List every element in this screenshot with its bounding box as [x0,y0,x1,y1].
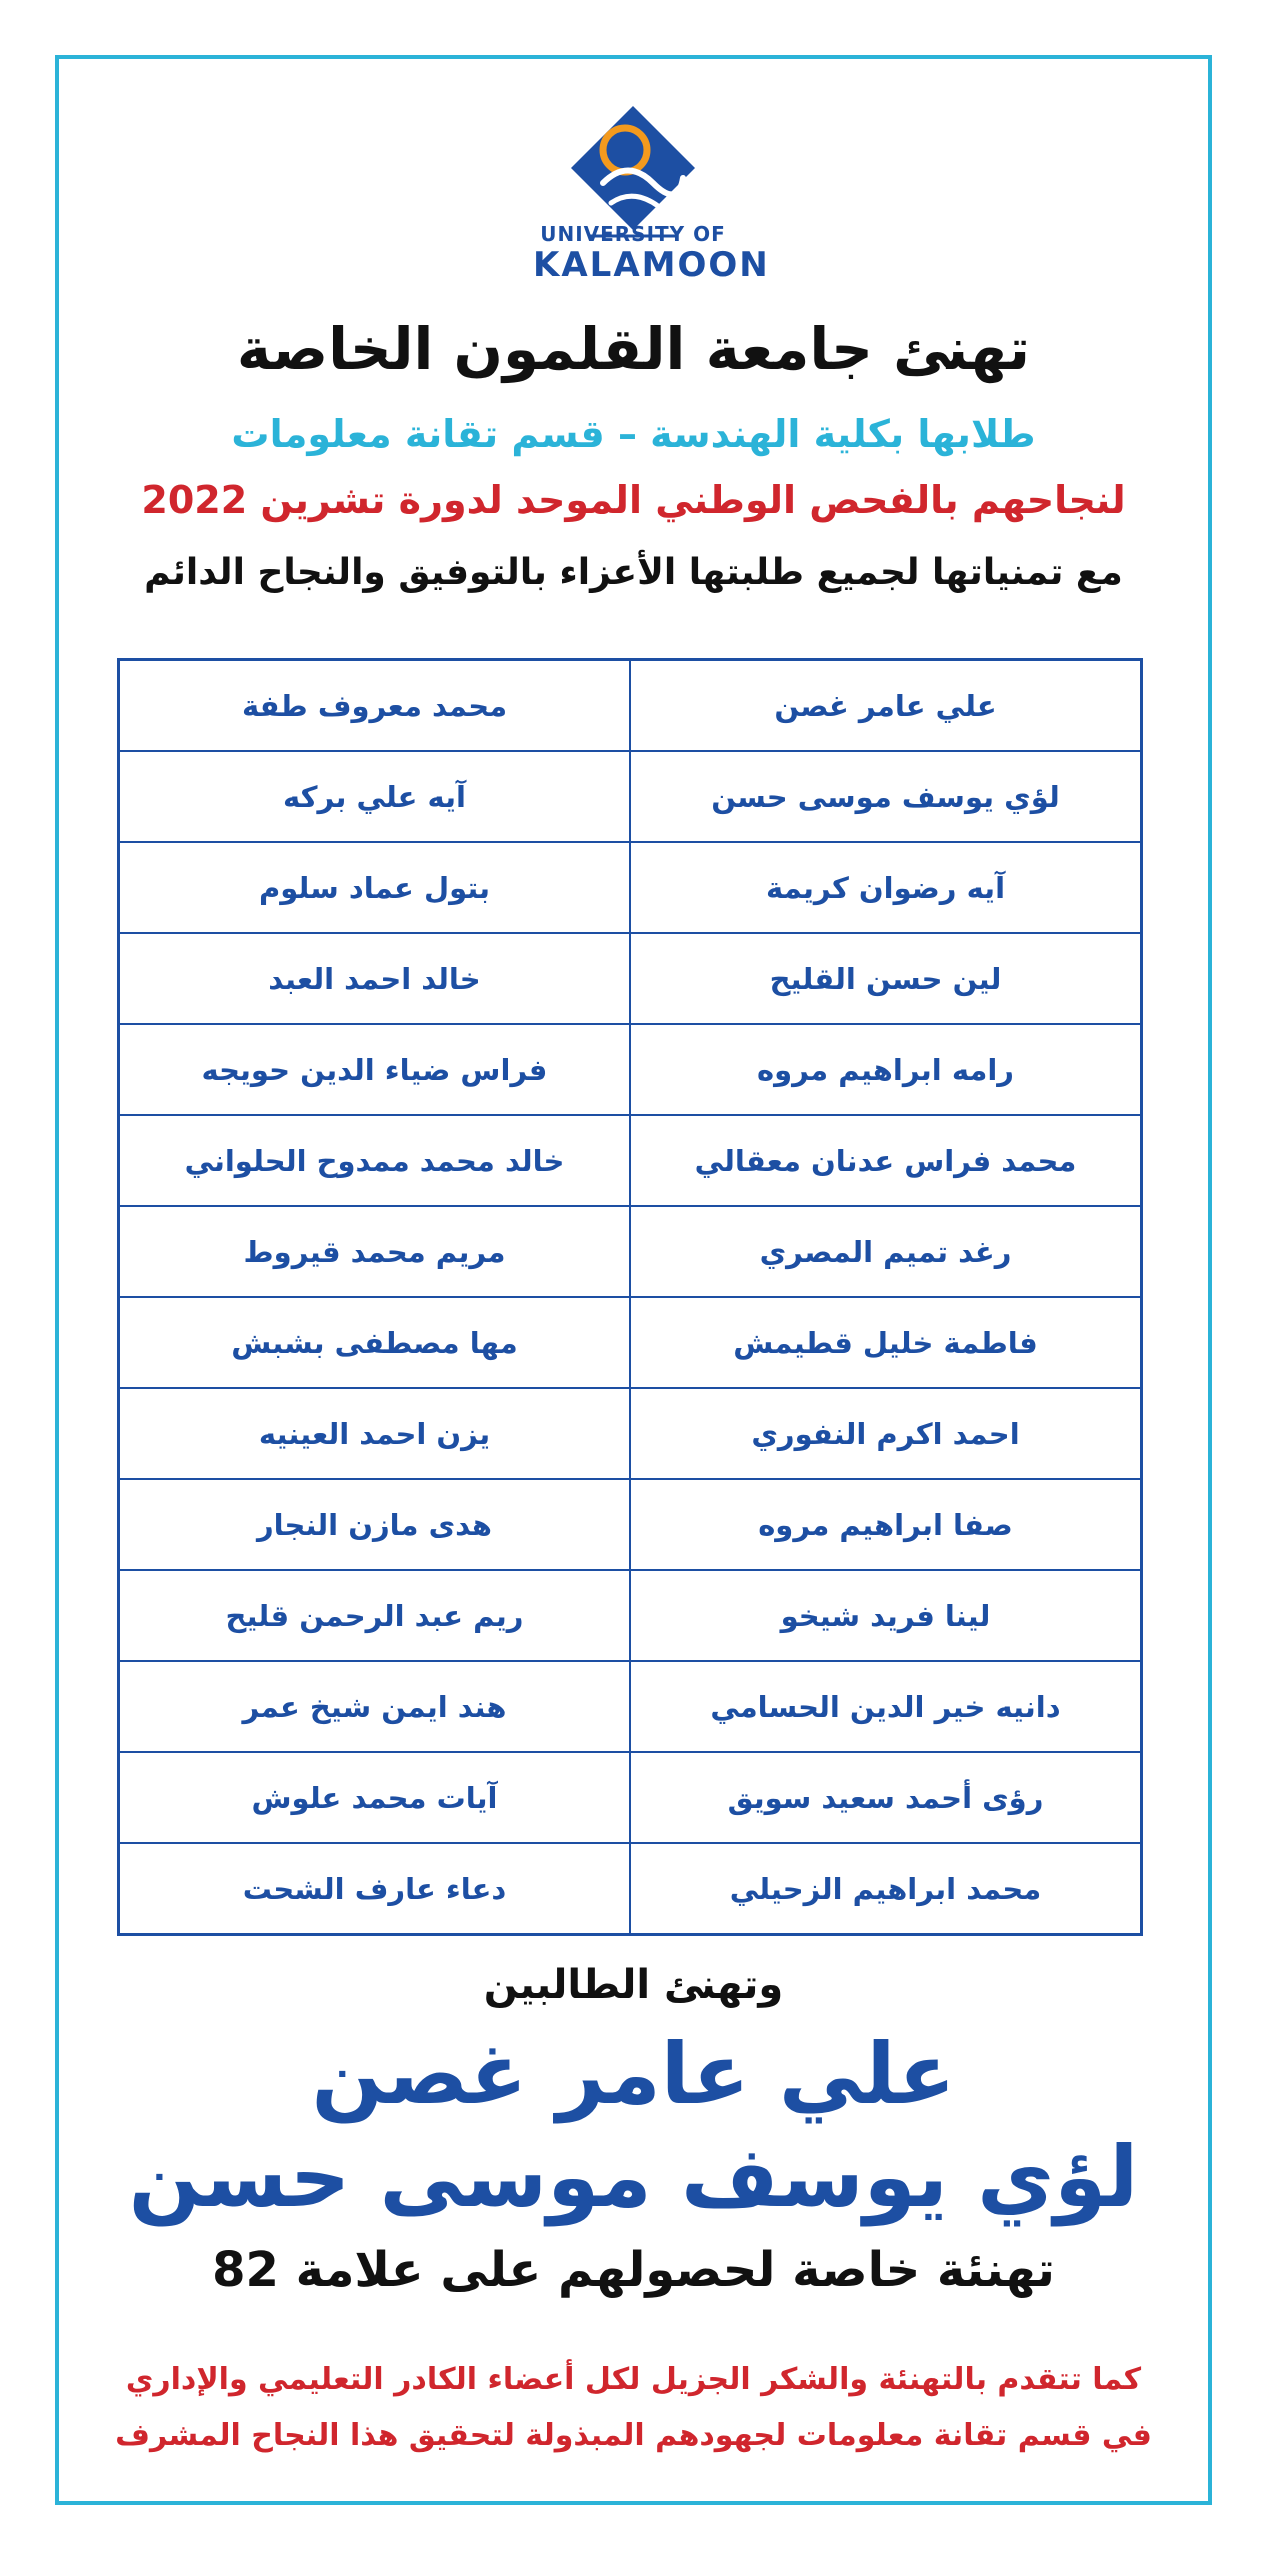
table-row [119,1843,1142,1935]
logo-text-line1: UNIVERSITY OF [540,222,726,246]
table-row [119,1024,1142,1115]
footer-line-1: كما تتقدم بالتهنئة والشكر الجزيل لكل أعضاء الكادر التعليمي والإداري [125,2362,1142,2397]
student-name-left: محمد معروف طفة [119,660,631,752]
student-name-left: مها مصطفى بشبش [119,1297,631,1388]
table-row [119,751,1142,842]
student-name-right: فاطمة خليل قطيمش [630,1297,1142,1388]
exam-subtitle: لنجاحهم بالفحص الوطني الموحد لدورة تشرين 2022 [141,478,1126,522]
student-name-right: آيه رضوان كريمة [630,842,1142,933]
student-name-right: صفا ابراهيم مروه [630,1479,1142,1570]
page-title: تهنئ جامعة القلمون الخاصة [236,315,1031,383]
student-name-left: فراس ضياء الدين حويجه [119,1024,631,1115]
table-row [119,1661,1142,1752]
student-name-right: لين حسن القليح [630,933,1142,1024]
table-row [119,1206,1142,1297]
table-row [119,1570,1142,1661]
special-note: تهنئة خاصة لحصولهم على علامة 82 [212,2242,1055,2298]
student-name-left: خالد احمد العبد [119,933,631,1024]
student-name-left: يزن احمد العينيه [119,1388,631,1479]
wishes-subtitle: مع تمنياتها لجميع طلبتها الأعزاء بالتوفيق والنجاح الدائم [144,552,1123,593]
student-name-left: خالد محمد ممدوح الحلواني [119,1115,631,1206]
special-student-1: علي عامر غصن [311,2025,956,2123]
student-name-right: رامه ابراهيم مروه [630,1024,1142,1115]
student-name-right: لؤي يوسف موسى حسن [630,751,1142,842]
special-intro: وتهنئ الطالبين [483,1962,784,2008]
student-name-left: آيه علي بركه [119,751,631,842]
student-name-right: محمد فراس عدنان معقالي [630,1115,1142,1206]
table-row [119,933,1142,1024]
table-row [119,1115,1142,1206]
department-subtitle: طلابها بكلية الهندسة – قسم تقانة معلومات [231,412,1036,456]
student-name-right: دانيه خير الدين الحسامي [630,1661,1142,1752]
table-row [119,1479,1142,1570]
special-student-2: لؤي يوسف موسى حسن [128,2128,1139,2226]
student-name-right: احمد اكرم النفوري [630,1388,1142,1479]
student-name-right: رغد تميم المصري [630,1206,1142,1297]
student-name-right: رؤى أحمد سعيد سويق [630,1752,1142,1843]
table-row [119,1752,1142,1843]
table-row [119,660,1142,752]
table-row [119,1297,1142,1388]
student-name-left: ريم عبد الرحمن قليح [119,1570,631,1661]
students-table [117,658,1143,1936]
student-name-left: آيات محمد علوش [119,1752,631,1843]
table-row [119,1388,1142,1479]
logo-text-line2: KALAMOON [533,245,770,285]
student-name-left: بتول عماد سلوم [119,842,631,933]
student-name-left: هدى مازن النجار [119,1479,631,1570]
student-name-left: مريم محمد قيروط [119,1206,631,1297]
student-name-left: دعاء عارف الشحت [119,1843,631,1935]
student-name-right: لينا فريد شيخو [630,1570,1142,1661]
table-row [119,842,1142,933]
student-name-left: هند ايمن شيخ عمر [119,1661,631,1752]
student-name-right: محمد ابراهيم الزحيلي [630,1843,1142,1935]
student-name-right: علي عامر غصن [630,660,1142,752]
footer-line-2: في قسم تقانة معلومات لجهودهم المبذولة لتحقيق هذا النجاح المشرف [115,2418,1152,2453]
